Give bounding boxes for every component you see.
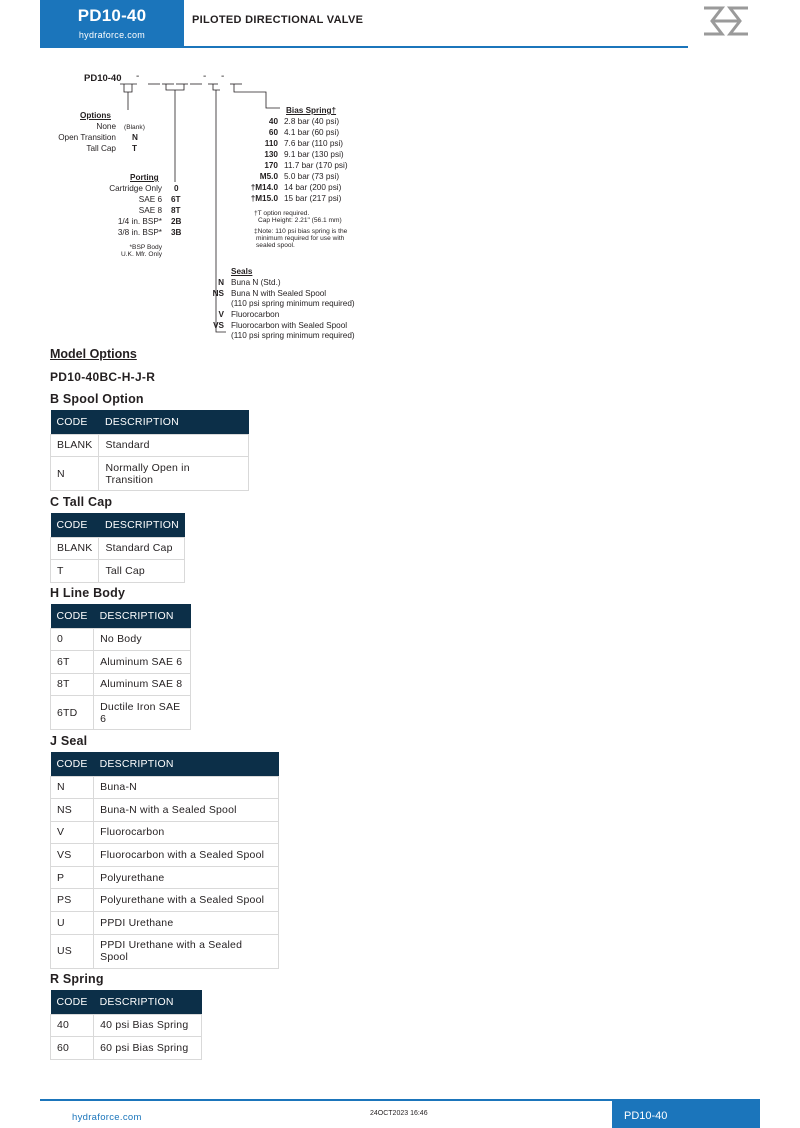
seals-desc: Buna N with Sealed Spool <box>231 289 327 298</box>
table-row <box>51 799 279 822</box>
cell-code: U <box>51 912 94 935</box>
bias-spring-code: M5.0 <box>259 172 278 181</box>
seals-desc: Buna N (Std.) <box>231 278 281 287</box>
header-part-number: PD10-40 <box>77 6 147 25</box>
bias-spring-desc: 7.6 bar (110 psi) <box>284 139 344 148</box>
cell-description: No Body <box>94 628 191 651</box>
table-row <box>51 457 249 491</box>
bias-spring-note: sealed spool. <box>256 242 295 249</box>
seals-desc: Fluorocarbon <box>231 310 280 319</box>
cell-description: Buna-N <box>94 776 279 799</box>
bias-spring-desc: 14 bar (200 psi) <box>284 183 342 192</box>
spool-option-table <box>50 410 249 491</box>
footer-part-number: PD10-40 <box>612 1099 760 1128</box>
col-header-code: CODE <box>51 990 94 1014</box>
cell-description: Standard Cap <box>99 537 185 560</box>
header-rule <box>184 46 688 48</box>
section-title-spring: R Spring <box>50 972 104 986</box>
bias-spring-code: 110 <box>264 139 278 148</box>
seals-title: Seals <box>231 267 253 276</box>
col-header-code: CODE <box>51 513 99 537</box>
bias-spring-note: †T option required. <box>254 210 310 217</box>
cell-code: 6TD <box>51 696 94 730</box>
diagram-dash: - <box>203 71 207 82</box>
cell-code: V <box>51 821 94 844</box>
porting-label: 3/8 in. BSP* <box>117 228 162 237</box>
cell-description: 40 psi Bias Spring <box>94 1014 202 1037</box>
header-tab <box>40 0 184 48</box>
bias-spring-desc: 15 bar (217 psi) <box>284 194 342 203</box>
cell-description: 60 psi Bias Spring <box>94 1037 202 1060</box>
bias-spring-desc: 11.7 bar (170 psi) <box>284 161 348 170</box>
table-row <box>51 889 279 912</box>
section-title-spool: B Spool Option <box>50 392 144 406</box>
bias-spring-note: Cap Height: 2.21" (56.1 mm) <box>258 217 342 224</box>
section-title-seal: J Seal <box>50 734 88 748</box>
section-title-tall-cap: C Tall Cap <box>50 495 113 509</box>
bias-spring-desc: 5.0 bar (73 psi) <box>284 172 340 181</box>
section-title-line-body: H Line Body <box>50 586 126 600</box>
cell-code: T <box>51 560 99 583</box>
cell-description: Aluminum SAE 8 <box>94 673 191 696</box>
table-row <box>51 434 249 457</box>
bias-spring-code: 130 <box>264 150 278 159</box>
col-header-code: CODE <box>51 752 94 776</box>
cell-code: 0 <box>51 628 94 651</box>
cell-code: 6T <box>51 651 94 674</box>
table-row <box>51 560 185 583</box>
bias-spring-code: †M15.0 <box>250 194 278 203</box>
table-row <box>51 673 191 696</box>
ordering-diagram <box>40 70 460 350</box>
bias-spring-desc: 9.1 bar (130 psi) <box>284 150 344 159</box>
tall-cap-table <box>50 513 185 583</box>
cell-description: Polyurethane <box>94 866 279 889</box>
col-header-description: DESCRIPTION <box>99 410 249 434</box>
cell-code: PS <box>51 889 94 912</box>
line-body-table <box>50 604 191 730</box>
seals-sub: (110 psi spring minimum required) <box>231 299 355 308</box>
porting-label: SAE 6 <box>138 195 162 204</box>
seals-code: NS <box>212 289 224 298</box>
model-code: PD10-40BC-H-J-R <box>50 370 156 384</box>
cell-description: Tall Cap <box>99 560 185 583</box>
table-row <box>51 776 279 799</box>
table-row <box>51 628 191 651</box>
page-title: PILOTED DIRECTIONAL VALVE <box>192 14 364 26</box>
table-row <box>51 651 191 674</box>
options-label: Open Transition <box>58 133 116 142</box>
cell-code: BLANK <box>51 434 99 457</box>
seals-desc: Fluorocarbon with Sealed Spool <box>231 321 348 330</box>
col-header-code: CODE <box>51 410 99 434</box>
bias-spring-note: ‡Note: 110 psi bias spring is the <box>254 228 348 235</box>
cell-code: NS <box>51 799 94 822</box>
cell-code: US <box>51 934 94 968</box>
bias-spring-code: 40 <box>268 117 278 126</box>
header-website[interactable]: hydraforce.com <box>78 30 146 40</box>
porting-label: Cartridge Only <box>109 184 162 193</box>
seals-code: N <box>218 278 224 287</box>
porting-code: 6T <box>171 195 181 204</box>
table-row <box>51 912 279 935</box>
seals-code: VS <box>213 321 224 330</box>
col-header-code: CODE <box>51 604 94 628</box>
cell-description: Buna-N with a Sealed Spool <box>94 799 279 822</box>
porting-code: 0 <box>174 184 179 193</box>
options-code: N <box>132 133 138 142</box>
col-header-description: DESCRIPTION <box>94 990 202 1014</box>
porting-label: 1/4 in. BSP* <box>117 217 162 226</box>
cell-code: 8T <box>51 673 94 696</box>
options-label: Tall Cap <box>86 144 116 153</box>
options-title: Options <box>80 111 111 120</box>
porting-note: *BSP Body <box>129 244 162 251</box>
cell-description: Normally Open in Transition <box>99 457 249 491</box>
col-header-description: DESCRIPTION <box>99 513 185 537</box>
cell-description: Fluorocarbon <box>94 821 279 844</box>
cell-code: 40 <box>51 1014 94 1037</box>
porting-code: 8T <box>171 206 181 215</box>
col-header-description: DESCRIPTION <box>94 604 191 628</box>
seals-sub: (110 psi spring minimum required) <box>231 331 355 340</box>
bias-spring-code: †M14.0 <box>250 183 278 192</box>
bias-spring-title: Bias Spring† <box>286 106 337 115</box>
table-row <box>51 1014 202 1037</box>
porting-code: 2B <box>171 217 182 226</box>
table-row <box>51 537 185 560</box>
diagram-model-code: PD10-40 <box>84 73 122 84</box>
porting-title: Porting <box>130 173 159 182</box>
cell-code: P <box>51 866 94 889</box>
porting-label: SAE 8 <box>138 206 162 215</box>
bias-spring-code: 60 <box>268 128 278 137</box>
footer-date: 24OCT2023 16:46 <box>370 1110 428 1117</box>
options-label: None <box>96 122 116 131</box>
cell-code: 60 <box>51 1037 94 1060</box>
diagram-dash: - <box>136 71 140 82</box>
table-row <box>51 821 279 844</box>
col-header-description: DESCRIPTION <box>94 752 279 776</box>
hydraforce-logo-icon <box>700 2 752 40</box>
cell-description: Aluminum SAE 6 <box>94 651 191 674</box>
seal-table <box>50 752 279 969</box>
options-code: (Blank) <box>124 124 145 131</box>
table-row <box>51 866 279 889</box>
cell-code: N <box>51 776 94 799</box>
footer-rule <box>40 1099 612 1101</box>
cell-description: PPDI Urethane <box>94 912 279 935</box>
table-row <box>51 696 191 730</box>
table-row <box>51 934 279 968</box>
table-row <box>51 844 279 867</box>
bias-spring-code: 170 <box>264 161 278 170</box>
cell-description: Polyurethane with a Sealed Spool <box>94 889 279 912</box>
cell-description: Fluorocarbon with a Sealed Spool <box>94 844 279 867</box>
options-code: T <box>132 144 138 153</box>
porting-note: U.K. Mfr. Only <box>120 251 162 258</box>
cell-description: Standard <box>99 434 249 457</box>
spring-table <box>50 990 202 1060</box>
seals-code: V <box>218 310 224 319</box>
cell-code: BLANK <box>51 537 99 560</box>
diagram-dash: - <box>221 71 225 82</box>
cell-code: VS <box>51 844 94 867</box>
cell-description: Ductile Iron SAE 6 <box>94 696 191 730</box>
cell-code: N <box>51 457 99 491</box>
bias-spring-desc: 2.8 bar (40 psi) <box>284 117 340 126</box>
footer-website[interactable]: hydraforce.com <box>72 1112 142 1123</box>
table-row <box>51 1037 202 1060</box>
porting-code: 3B <box>171 228 182 237</box>
bias-spring-note: minimum required for use with <box>256 235 345 242</box>
model-options-title: Model Options <box>50 347 137 361</box>
cell-description: PPDI Urethane with a Sealed Spool <box>94 934 279 968</box>
bias-spring-desc: 4.1 bar (60 psi) <box>284 128 340 137</box>
